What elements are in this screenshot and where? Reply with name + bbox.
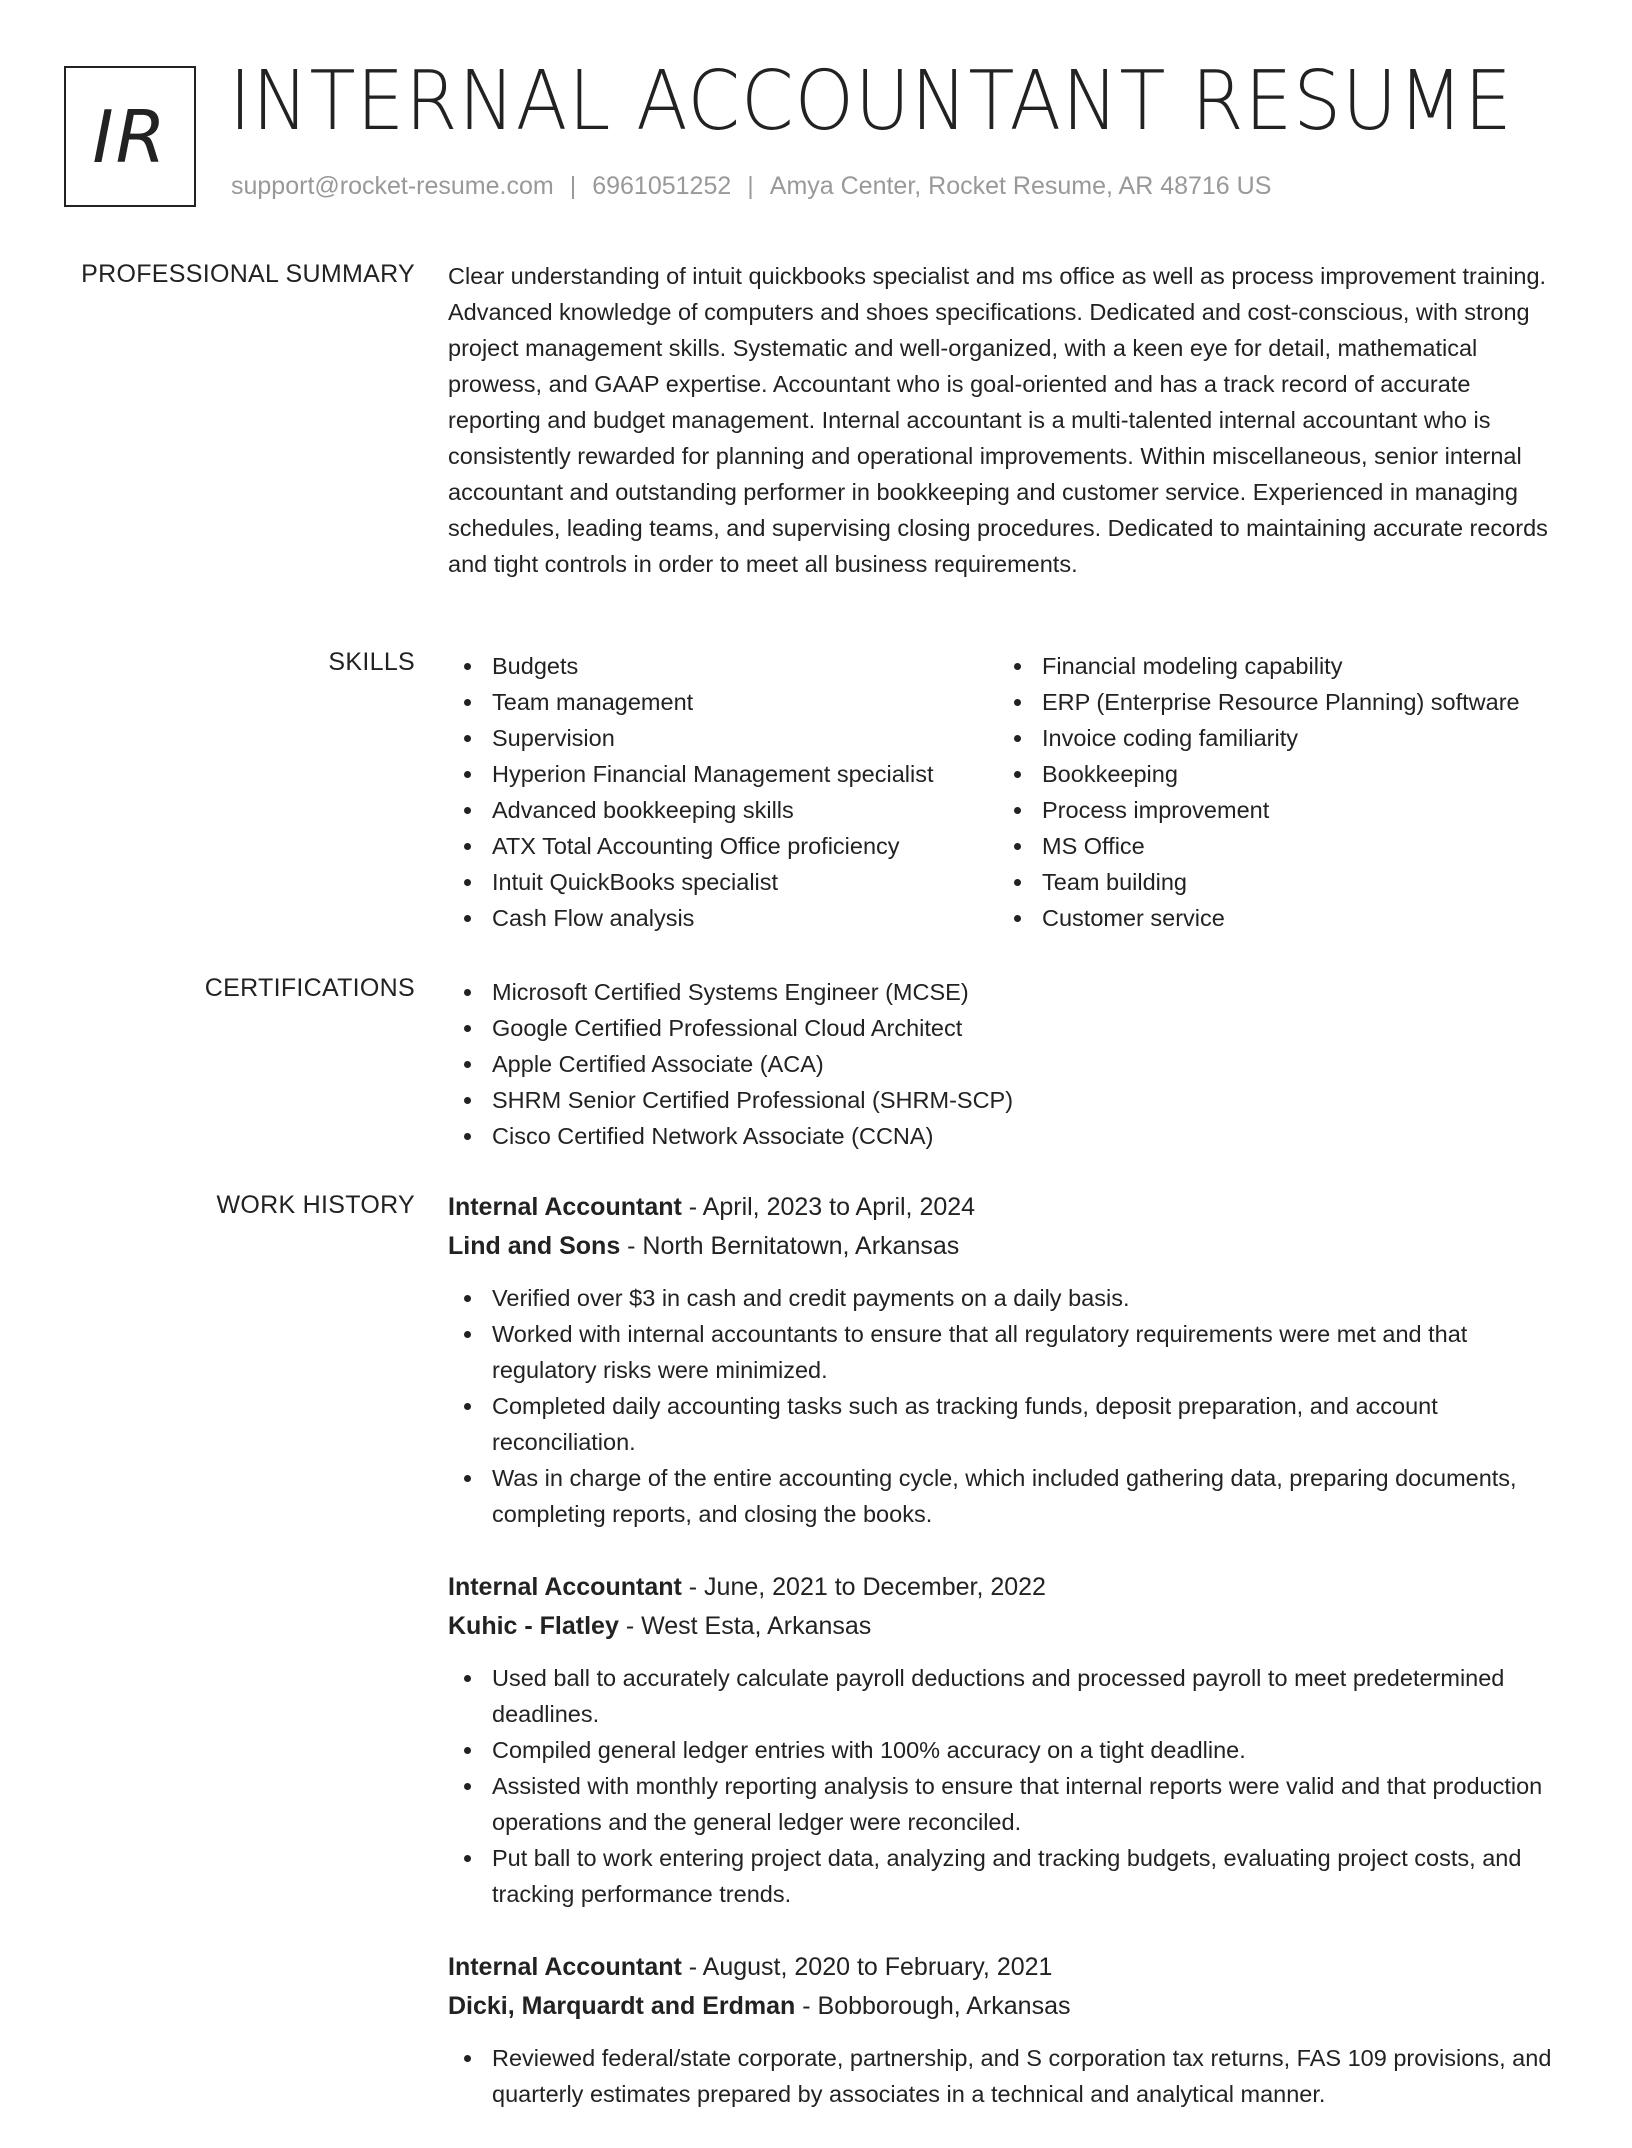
contact-address: Amya Center, Rocket Resume, AR 48716 US [769, 172, 1272, 200]
job-location: - Bobborough, Arkansas [795, 1992, 1071, 2020]
job-title: Internal Accountant [448, 1573, 682, 1601]
skill-item: Team management [448, 684, 998, 720]
skill-item: Budgets [448, 648, 998, 684]
skill-item: Advanced bookkeeping skills [448, 792, 998, 828]
skill-item: Invoice coding familiarity [998, 720, 1548, 756]
job-duty: Verified over $3 in cash and credit payments on a daily basis. [448, 1280, 1568, 1316]
job-duty: Reviewed federal/state corporate, partnership, and S corporation tax returns, FAS 109 provisions, and quarterly estimates prepared by associates in a technical and analytical manner. [448, 2040, 1568, 2112]
job-dates: - August, 2020 to February, 2021 [681, 1953, 1053, 1981]
job-title-line [448, 1568, 1568, 1607]
job-entry [448, 1568, 1568, 1912]
job-location: - North Bernitatown, Arkansas [620, 1232, 960, 1260]
job-company: Kuhic - Flatley [448, 1612, 619, 1640]
skills-list-left [448, 648, 998, 936]
job-title-line [448, 1948, 1568, 1987]
certification-item: Cisco Certified Network Associate (CCNA) [448, 1118, 1568, 1154]
job-company: Lind and Sons [448, 1232, 621, 1260]
job-dates: - April, 2023 to April, 2024 [681, 1193, 976, 1221]
job-title: Internal Accountant [448, 1193, 682, 1221]
skill-item: Financial modeling capability [998, 648, 1548, 684]
skills-heading: SKILLS [328, 648, 415, 676]
certification-item: SHRM Senior Certified Professional (SHRM-SCP) [448, 1082, 1568, 1118]
job-title-line [448, 1188, 1568, 1227]
resume-title: INTERNAL ACCOUNTANT RESUME [229, 54, 1513, 149]
certifications-heading: CERTIFICATIONS [204, 974, 415, 1002]
skill-item: ERP (Enterprise Resource Planning) software [998, 684, 1548, 720]
job-entry [448, 1948, 1568, 2112]
certification-item: Microsoft Certified Systems Engineer (MCSE) [448, 974, 1568, 1010]
job-title: Internal Accountant [448, 1953, 682, 1981]
job-company-line [448, 1987, 1568, 2026]
work-history-heading: WORK HISTORY [216, 1191, 415, 1219]
job-dates: - June, 2021 to December, 2022 [681, 1573, 1046, 1601]
contact-line [231, 172, 1271, 201]
skill-item: Intuit QuickBooks specialist [448, 864, 998, 900]
summary-text: Clear understanding of intuit quickbooks specialist and ms office as well as process improvement training. Advanced knowledge of computers and shoes specifications. Dedicated and cost-conscious, with strong project management skills. Systematic and well-organized, with a keen eye for detail, mathematical prowess, and GAAP expertise. Accountant who is goal-oriented and has a track record of accurate reporting and budget management. Internal accountant is a multi-talented internal accountant who is consistently rewarded for planning and operational improvements. Within miscellaneous, senior internal accountant and outstanding performer in bookkeeping and customer service. Experienced in managing schedules, leading teams, and supervising closing procedures. Dedicated to maintaining accurate records and tight controls in order to meet all business requirements. [448, 263, 1548, 577]
skill-item: ATX Total Accounting Office proficiency [448, 828, 998, 864]
job-duty: Worked with internal accountants to ensure that all regulatory requirements were met and that regulatory risks were minimized. [448, 1316, 1568, 1388]
skill-item: Team building [998, 864, 1548, 900]
job-company: Dicki, Marquardt and Erdman [448, 1992, 796, 2020]
job-location: - West Esta, Arkansas [618, 1612, 872, 1640]
monogram-box [64, 66, 196, 207]
job-duties-list [448, 1660, 1568, 1912]
certification-item: Apple Certified Associate (ACA) [448, 1046, 1568, 1082]
work-history-body [448, 1188, 1568, 2148]
job-duties-list [448, 1280, 1568, 1532]
job-duty: Compiled general ledger entries with 100% accuracy on a tight deadline. [448, 1732, 1568, 1768]
skill-item: Bookkeeping [998, 756, 1548, 792]
contact-email[interactable]: support@rocket-resume.com [231, 172, 554, 200]
contact-phone[interactable]: 6961051252 [592, 172, 732, 200]
job-duty: Completed daily accounting tasks such as tracking funds, deposit preparation, and account reconciliation. [448, 1388, 1568, 1460]
job-duty: Used ball to accurately calculate payroll deductions and processed payroll to meet predetermined deadlines. [448, 1660, 1568, 1732]
job-duty: Was in charge of the entire accounting cycle, which included gathering data, preparing documents, completing reports, and closing the books. [448, 1460, 1568, 1532]
contact-separator: | [569, 172, 577, 200]
job-duty: Assisted with monthly reporting analysis to ensure that internal reports were valid and that production operations and the general ledger were reconciled. [448, 1768, 1568, 1840]
contact-separator: | [747, 172, 754, 200]
monogram-initials: IR [92, 94, 168, 179]
job-entry [448, 1188, 1568, 1532]
certifications-list [448, 974, 1568, 1154]
skill-item: Cash Flow analysis [448, 900, 998, 936]
skills-list-right [998, 648, 1548, 936]
summary-heading: PROFESSIONAL SUMMARY [81, 260, 415, 288]
job-company-line [448, 1227, 1568, 1266]
skill-item: Supervision [448, 720, 998, 756]
job-duties-list [448, 2040, 1568, 2112]
skill-item: Process improvement [998, 792, 1548, 828]
skill-item: Hyperion Financial Management specialist [448, 756, 998, 792]
job-company-line [448, 1607, 1568, 1646]
summary-body [448, 258, 1568, 582]
skill-item: MS Office [998, 828, 1548, 864]
skills-body [448, 648, 1568, 936]
skill-item: Customer service [998, 900, 1548, 936]
certification-item: Google Certified Professional Cloud Architect [448, 1010, 1568, 1046]
job-duty: Put ball to work entering project data, analyzing and tracking budgets, evaluating project costs, and tracking performance trends. [448, 1840, 1568, 1912]
certifications-body [448, 974, 1568, 1154]
